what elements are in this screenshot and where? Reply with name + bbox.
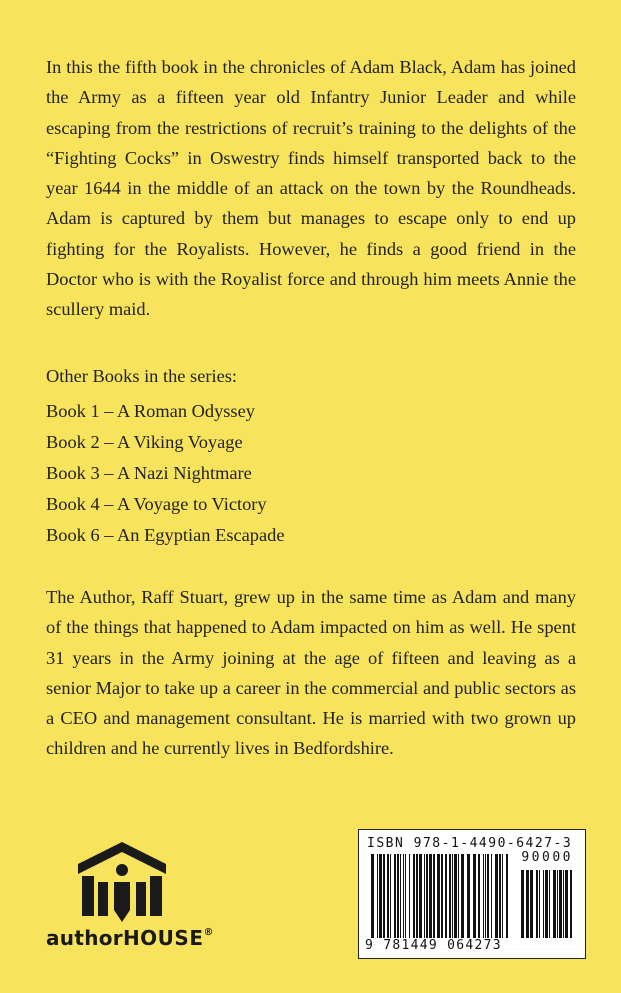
series-item: Book 4 – A Voyage to Victory xyxy=(46,494,267,514)
barcode-bar xyxy=(441,854,443,938)
barcode-bar xyxy=(390,854,391,938)
series-list xyxy=(46,396,285,551)
barcode-bar xyxy=(467,854,470,938)
barcode-bar xyxy=(506,854,508,938)
barcode-bar xyxy=(449,854,451,938)
barcode-bar xyxy=(397,854,399,938)
barcode-bar xyxy=(409,854,410,938)
barcode-bar xyxy=(429,854,432,938)
barcode-bar xyxy=(545,870,548,938)
blurb-paragraph: In this the fifth book in the chronicles of Adam Black, Adam has joined the Army as a fifteen year old Infantry Junior Leader and while escaping from the restrictions of recruit’s training to the delights of the “Fighting Cocks” in Oswestry finds himself transported back to the year 1644 in the middle of an attack on the town by the Roundheads. Adam is captured by them but manages to escape only to end up fighting for the Royalists. However, he finds a good friend in the Doctor who is with the Royalist force and through him meets Annie the scullery maid. xyxy=(46,57,576,320)
barcode-bar xyxy=(424,854,425,938)
barcode-bar xyxy=(403,854,404,938)
barcode-bar xyxy=(483,854,484,938)
barcode-bar xyxy=(570,870,572,938)
barcode-bar xyxy=(419,854,422,938)
barcode-block xyxy=(358,829,586,959)
series-item: Book 6 – An Egyptian Escapade xyxy=(46,525,285,545)
barcode-bar xyxy=(553,870,556,938)
barcode-bar xyxy=(473,854,476,938)
barcode-bar xyxy=(563,870,564,938)
publisher-name xyxy=(46,926,214,950)
barcode-bar xyxy=(454,854,457,938)
barcode-bar xyxy=(400,854,401,938)
barcode-bars xyxy=(371,854,511,938)
barcode-bar xyxy=(461,854,464,938)
barcode-bar xyxy=(383,854,385,938)
barcode-bar xyxy=(530,870,533,938)
barcode-bar xyxy=(565,870,568,938)
registered-mark: ® xyxy=(203,927,214,938)
barcode-bar xyxy=(539,870,540,938)
series-item: Book 1 – A Roman Odyssey xyxy=(46,401,255,421)
authorhouse-logo-icon xyxy=(76,840,168,924)
barcode-bar xyxy=(452,854,453,938)
barcode-bar xyxy=(387,854,389,938)
barcode-bar xyxy=(371,854,374,938)
barcode-bar xyxy=(445,854,447,938)
barcode-bar xyxy=(437,854,440,938)
price-code-text: 90000 xyxy=(521,850,573,865)
barcode-bar xyxy=(426,854,428,938)
barcode-bar xyxy=(491,854,492,938)
publisher-name-part1: author xyxy=(46,926,123,950)
series-item: Book 3 – A Nazi Nightmare xyxy=(46,463,252,483)
barcode-bar xyxy=(526,870,529,938)
barcode-bar xyxy=(549,870,550,938)
barcode-bar xyxy=(458,854,459,938)
barcode-bar xyxy=(433,854,435,938)
blurb-text xyxy=(46,52,576,325)
series-heading: Other Books in the series: xyxy=(46,366,238,386)
isbn-text: ISBN 978-1-4490-6427-3 xyxy=(367,836,573,851)
barcode-bar xyxy=(416,854,418,938)
barcode-bar xyxy=(379,854,382,938)
ean-text: 9 781449 064273 xyxy=(365,938,502,953)
series-item: Book 2 – A Viking Voyage xyxy=(46,432,243,452)
barcode-bar xyxy=(557,870,558,938)
barcode-bar xyxy=(543,870,544,938)
barcode-bar xyxy=(495,854,498,938)
author-bio xyxy=(46,582,576,764)
barcode-bar xyxy=(485,854,486,938)
barcode-bar xyxy=(394,854,396,938)
barcode-addon-bars xyxy=(521,870,577,938)
barcode-bar xyxy=(521,870,524,938)
barcode-bar xyxy=(478,854,480,938)
barcode-bar xyxy=(499,854,501,938)
barcode-bar xyxy=(413,854,415,938)
barcode-bar xyxy=(405,854,406,938)
publisher-name-part2: HOUSE xyxy=(122,926,204,950)
barcode-bar xyxy=(502,854,503,938)
barcode-bar xyxy=(377,854,378,938)
publisher-logo xyxy=(46,840,216,950)
barcode-bar xyxy=(559,870,562,938)
barcode-bar xyxy=(536,870,538,938)
barcode-bar xyxy=(487,854,489,938)
author-bio-paragraph: The Author, Raff Stuart, grew up in the same time as Adam and many of the things that happened to Adam impacted on him as well. He spent 31 years in the Army joining at the age of fifteen and leaving as a senior Major to take up a career in the commercial and public sectors as a CEO and management consultant. He is married with two grown up children and he currently lives in Bedfordshire. xyxy=(46,587,576,759)
